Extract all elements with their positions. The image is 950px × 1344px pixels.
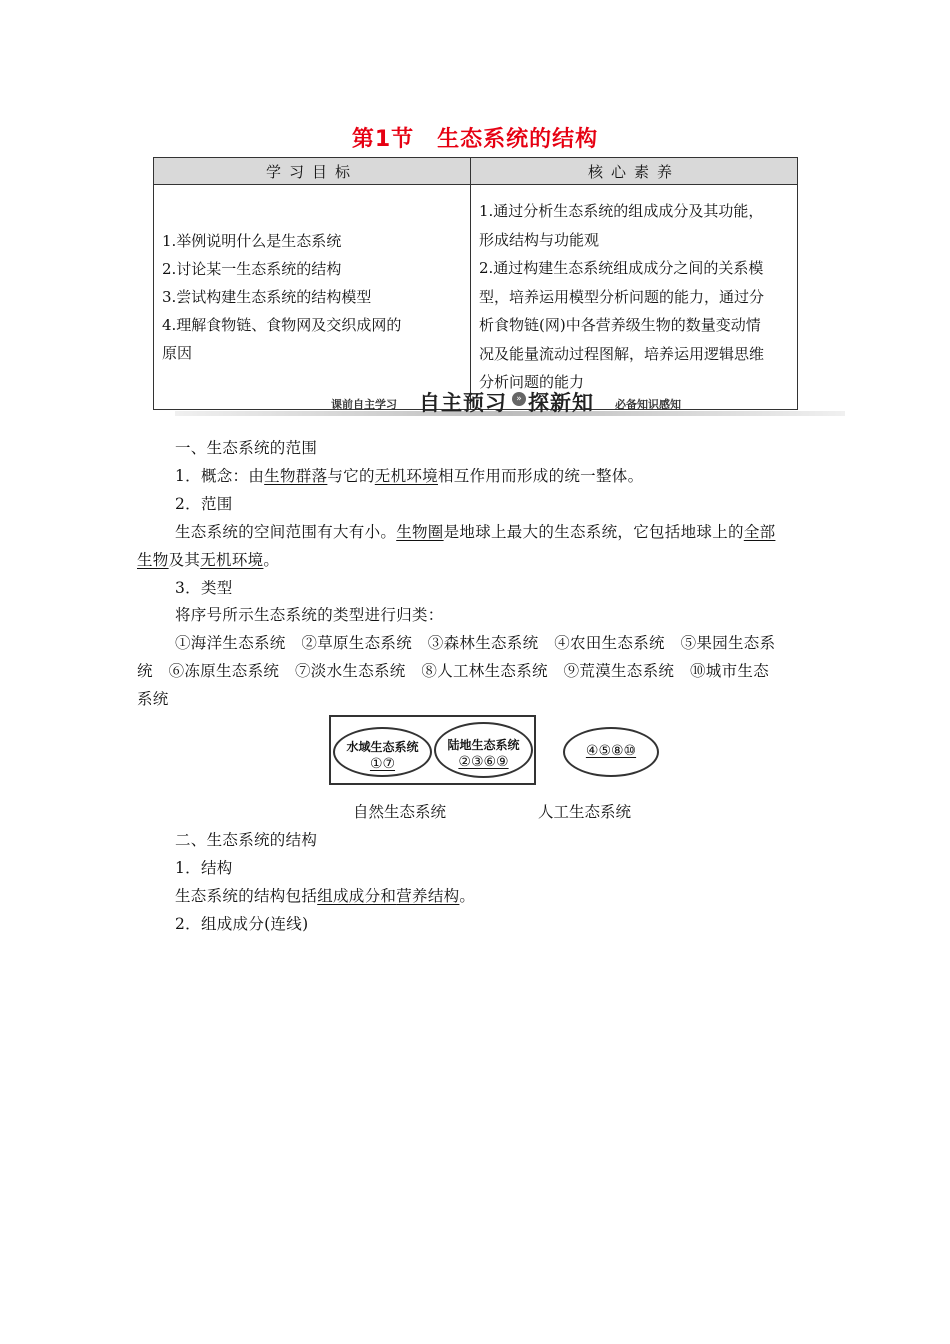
answer-biocommunity: 生物群落 — [264, 467, 328, 485]
banner-title-left: 自主预习 — [419, 391, 507, 415]
section-banner — [175, 387, 845, 417]
water-ecosystem-label: 水域生态系统 — [346, 740, 419, 754]
type-list-line-2: 统 ⑥冻原生态系统 ⑦淡水生态系统 ⑧人工林生态系统 ⑨荒漠生态系统 ⑩城市生态 — [137, 662, 770, 680]
literacy-line: 形成结构与功能观 — [479, 230, 600, 249]
goal-item: 原因 — [162, 344, 193, 362]
answer-abiotic-env: 无机环境 — [374, 467, 438, 485]
range-heading: 2．范围 — [175, 495, 233, 513]
artificial-ecosystem-caption: 人工生态系统 — [538, 803, 632, 821]
type-list-line-1: ①海洋生态系统 ②草原生态系统 ③森林生态系统 ④农田生态系统 ⑤果园生态系 — [175, 634, 776, 652]
land-ecosystem-ellipse — [434, 722, 533, 778]
literacy-line: 析食物链(网)中各营养级生物的数量变动情 — [479, 316, 761, 335]
goal-item: 1.举例说明什么是生态系统 — [162, 232, 342, 250]
literacy-line: 2.通过构建生态系统组成成分之间的关系模 — [479, 259, 764, 278]
structure-heading: 1．结构 — [175, 859, 233, 877]
literacy-line: 型，培养运用模型分析问题的能力，通过分 — [479, 287, 765, 306]
range-line-2: 生物及其无机环境。 — [137, 551, 280, 569]
answer-organisms: 生物 — [137, 551, 169, 569]
answer-abiotic-env-2: 无机环境 — [200, 551, 264, 569]
answer-all: 全部 — [743, 523, 776, 541]
arrow-icon: » — [512, 392, 526, 406]
answer-components: 组成成分 — [317, 887, 381, 905]
artificial-ecosystem-answer: ④⑤⑧⑩ — [585, 743, 637, 759]
type-heading: 3．类型 — [175, 579, 233, 597]
water-ecosystem-ellipse — [333, 727, 432, 777]
range-line-1: 生态系统的空间范围有大有小。生物圈是地球上最大的生态系统，它包括地球上的全部 — [175, 523, 776, 541]
concept-line: 1．概念：由生物群落与它的无机环境相互作用而形成的统一整体。 — [175, 467, 644, 485]
artificial-ecosystem-ellipse — [563, 727, 659, 777]
core-literacy-cell — [471, 185, 798, 410]
answer-biosphere: 生物圈 — [396, 523, 444, 541]
goal-item: 2.讨论某一生态系统的结构 — [162, 260, 342, 278]
goals-table — [153, 157, 798, 410]
literacy-line: 分析问题的能力 — [479, 373, 585, 392]
components-heading: 2．组成成分(连线) — [175, 915, 309, 933]
natural-ecosystem-caption: 自然生态系统 — [353, 803, 447, 821]
banner-title-right: 探新知 — [528, 391, 594, 415]
water-ecosystem-answer: ①⑦ — [369, 756, 396, 772]
type-intro: 将序号所示生态系统的类型进行归类： — [175, 606, 444, 624]
banner-left-label: 课前自主学习 — [331, 398, 397, 411]
header-core-literacy: 核心素养 — [471, 158, 798, 185]
literacy-line: 1.通过分析生态系统的组成成分及其功能， — [479, 202, 764, 221]
answer-trophic-structure: 营养结构 — [396, 887, 460, 905]
header-learning-goals: 学习目标 — [154, 158, 471, 185]
land-ecosystem-label: 陆地生态系统 — [447, 738, 520, 752]
page-title: 第1节 生态系统的结构 — [351, 127, 599, 152]
literacy-line: 况及能量流动过程图解，培养运用逻辑思维 — [479, 344, 765, 363]
goal-item: 3.尝试构建生态系统的结构模型 — [162, 288, 372, 306]
type-list-line-3: 系统 — [137, 690, 169, 708]
section1-heading: 一、生态系统的范围 — [175, 439, 318, 457]
banner-bar — [175, 411, 845, 416]
goal-item: 4.理解食物链、食物网及交织成网的 — [162, 316, 402, 334]
land-ecosystem-answer: ②③⑥⑨ — [458, 754, 509, 770]
learning-goals-cell — [154, 185, 471, 410]
section2-heading: 二、生态系统的结构 — [175, 831, 318, 849]
banner-right-label: 必备知识感知 — [615, 398, 681, 411]
structure-line: 生态系统的结构包括组成成分和营养结构。 — [175, 887, 476, 905]
